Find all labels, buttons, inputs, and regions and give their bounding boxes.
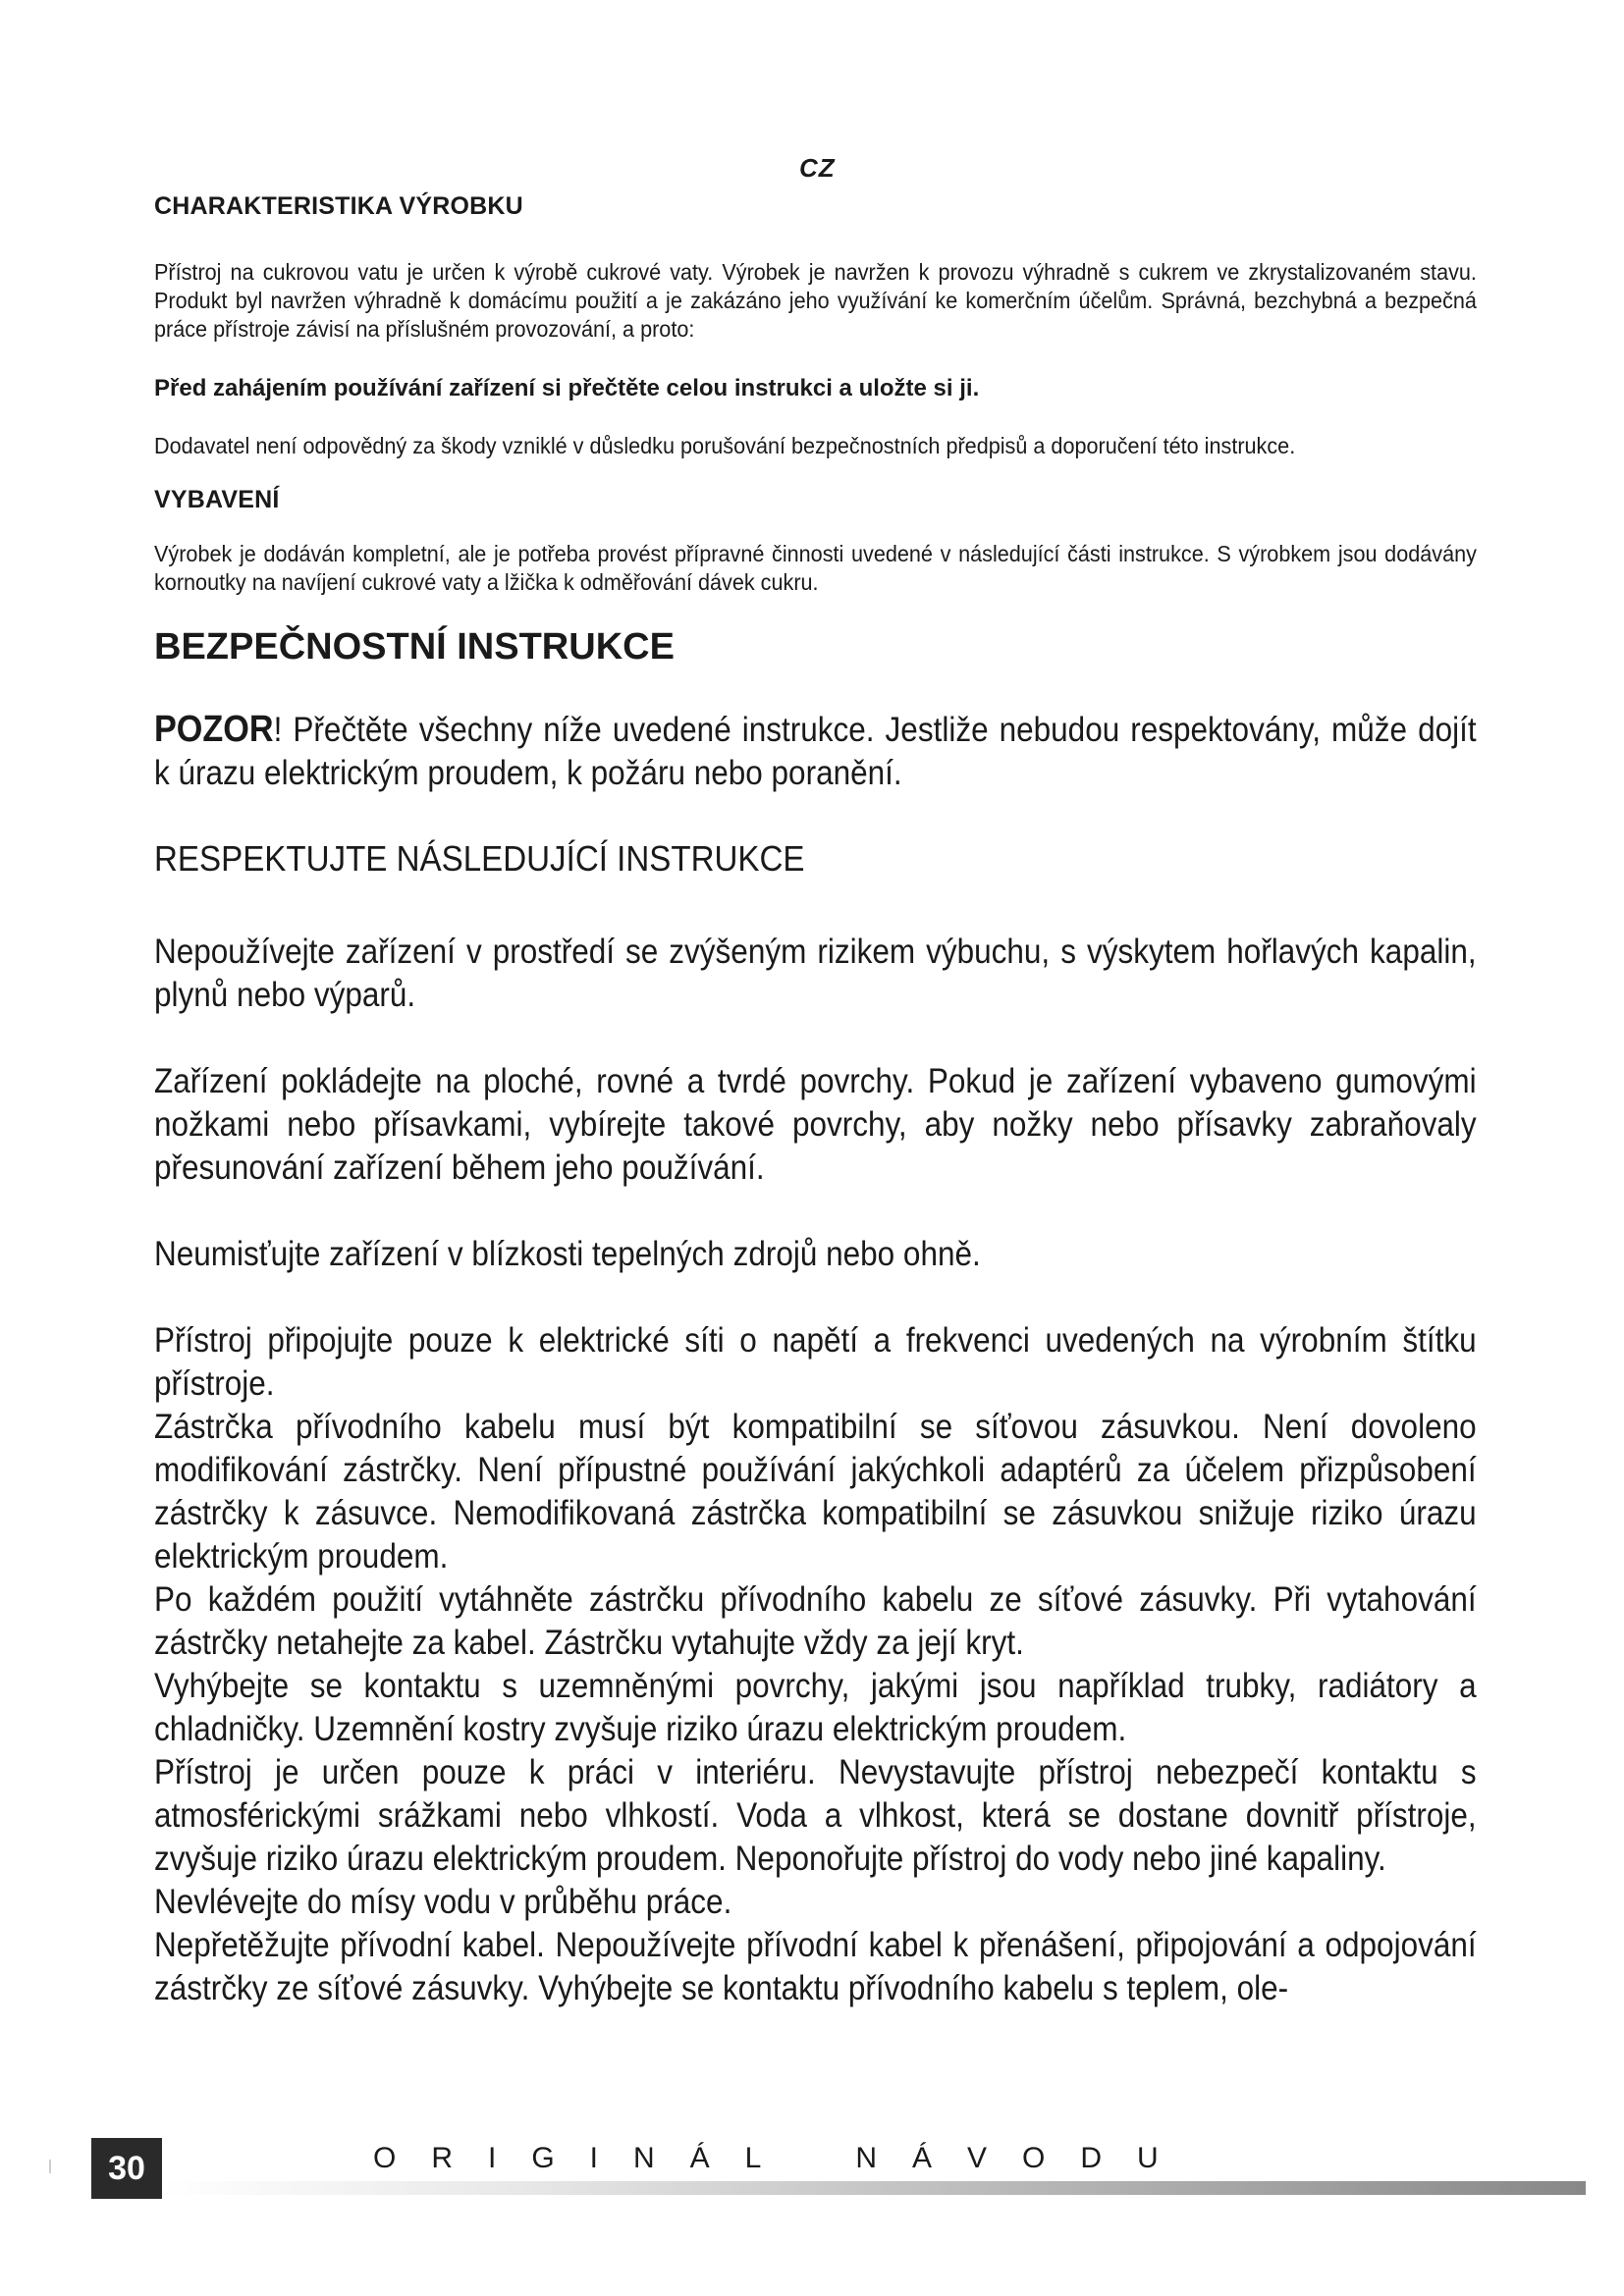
instruction-paragraph: Neumisťujte zařízení v blízkosti tepelných zdrojů nebo ohně. bbox=[154, 1235, 981, 1273]
footer-gradient-bar bbox=[162, 2181, 1586, 2195]
instruction-paragraph: Po každém použití vytáhněte zástrčku přívodního kabelu ze síťové zásuvky. Při vytahování zástrčky netahejte za kabel. Zástrčku vytahujte vždy za její kryt. bbox=[154, 1580, 1477, 1662]
read-instructions-note: Před zahájením používání zařízení si přečtěte celou instrukci a uložte si ji. bbox=[154, 375, 980, 401]
margin-tick bbox=[49, 2160, 51, 2173]
equipment-text: Výrobek je dodáván kompletní, ale je potřeba provést přípravné činnosti uvedené v následující části instrukce. S výrobkem jsou dodávány kornoutky na navíjení cukrové vaty a lžička k odměřování dávek cukru. bbox=[154, 541, 1477, 595]
instruction-paragraph: Zařízení pokládejte na ploché, rovné a tvrdé povrchy. Pokud je zařízení vybaveno gumovými nožkami nebo přísavkami, vybírejte takové povrchy, aby nožky nebo přísavky zabraňovaly přesunování zařízení během jeho používání. bbox=[154, 1062, 1477, 1187]
instruction-paragraph: Vyhýbejte se kontaktu s uzemněnými povrchy, jakými jsou například trubky, radiátory a chladničky. Uzemnění kostry zvyšuje riziko úrazu elektrickým proudem. bbox=[154, 1667, 1477, 1748]
product-characteristics-text: Přístroj na cukrovou vatu je určen k výrobě cukrové vaty. Výrobek je navržen k provozu výhradně s cukrem ve zkrystalizovaném stavu. Produkt byl navržen výhradně k domácímu použití a je zakázáno jeho využívání ke komerčním účelům. Správná, bezchybná a bezpečná práce přístroje závisí na příslušném provozování, a proto: bbox=[154, 259, 1477, 342]
supplier-disclaimer: Dodavatel není odpovědný za škody vzniklé v důsledku porušování bezpečnostních předpisů a doporučení této instrukce. bbox=[154, 433, 1296, 458]
footer-word-navodu: NÁVODU bbox=[855, 2142, 1194, 2174]
safety-instructions-heading: BEZPEČNOSTNÍ INSTRUKCE bbox=[154, 626, 675, 667]
instruction-paragraph: Nepoužívejte zařízení v prostředí se zvýšeným rizikem výbuchu, s výskytem hořlavých kapalin, plynů nebo výparů. bbox=[154, 933, 1477, 1014]
warning-label: POZOR bbox=[154, 709, 274, 750]
instruction-paragraph: Nevlévejte do mísy vodu v průběhu práce. bbox=[154, 1883, 732, 1921]
instruction-paragraph: Přístroj připojujte pouze k elektrické síti o napětí a frekvenci uvedených na výrobním štítku přístroje. bbox=[154, 1321, 1477, 1403]
product-characteristics-heading: CHARAKTERISTIKA VÝROBKU bbox=[154, 192, 523, 220]
language-code: CZ bbox=[799, 153, 836, 183]
equipment-heading: VYBAVENÍ bbox=[154, 486, 280, 513]
warning-paragraph bbox=[154, 708, 1477, 795]
manual-content bbox=[154, 192, 1478, 2010]
instruction-paragraph: Nepřetěžujte přívodní kabel. Nepoužívejte přívodní kabel k přenášení, připojování a odpojování zástrčky ze síťové zásuvky. Vyhýbejte se kontaktu přívodního kabelu s teplem, ole- bbox=[154, 1926, 1477, 2007]
footer-title bbox=[373, 2142, 1194, 2175]
instruction-paragraph: Přístroj je určen pouze k práci v interiéru. Nevystavujte přístroj nebezpečí kontaktu s atmosférickými srážkami nebo vlhkostí. Voda a vlhkost, která se dostane dovnitř přístroje, zvyšuje riziko úrazu elektrickým proudem. Neponořujte přístroj do vody nebo jiné kapaliny. bbox=[154, 1753, 1477, 1878]
warning-text: ! Přečtěte všechny níže uvedené instrukce. Jestliže nebudou respektovány, může dojít k úrazu elektrickým proudem, k požáru nebo poranění. bbox=[154, 711, 1477, 792]
respect-instructions-heading: RESPEKTUJTE NÁSLEDUJÍCÍ INSTRUKCE bbox=[154, 838, 805, 879]
footer-word-original: ORIGINÁL bbox=[373, 2142, 797, 2174]
instruction-paragraph: Zástrčka přívodního kabelu musí být kompatibilní se síťovou zásuvkou. Není dovoleno modifikování zástrčky. Není přípustné používání jakýchkoli adaptérů za účelem přizpůsobení zástrčky k zásuvce. Nemodifikovaná zástrčka kompatibilní se zásuvkou snižuje riziko úrazu elektrickým proudem. bbox=[154, 1408, 1477, 1575]
page-number: 30 bbox=[91, 2138, 162, 2199]
